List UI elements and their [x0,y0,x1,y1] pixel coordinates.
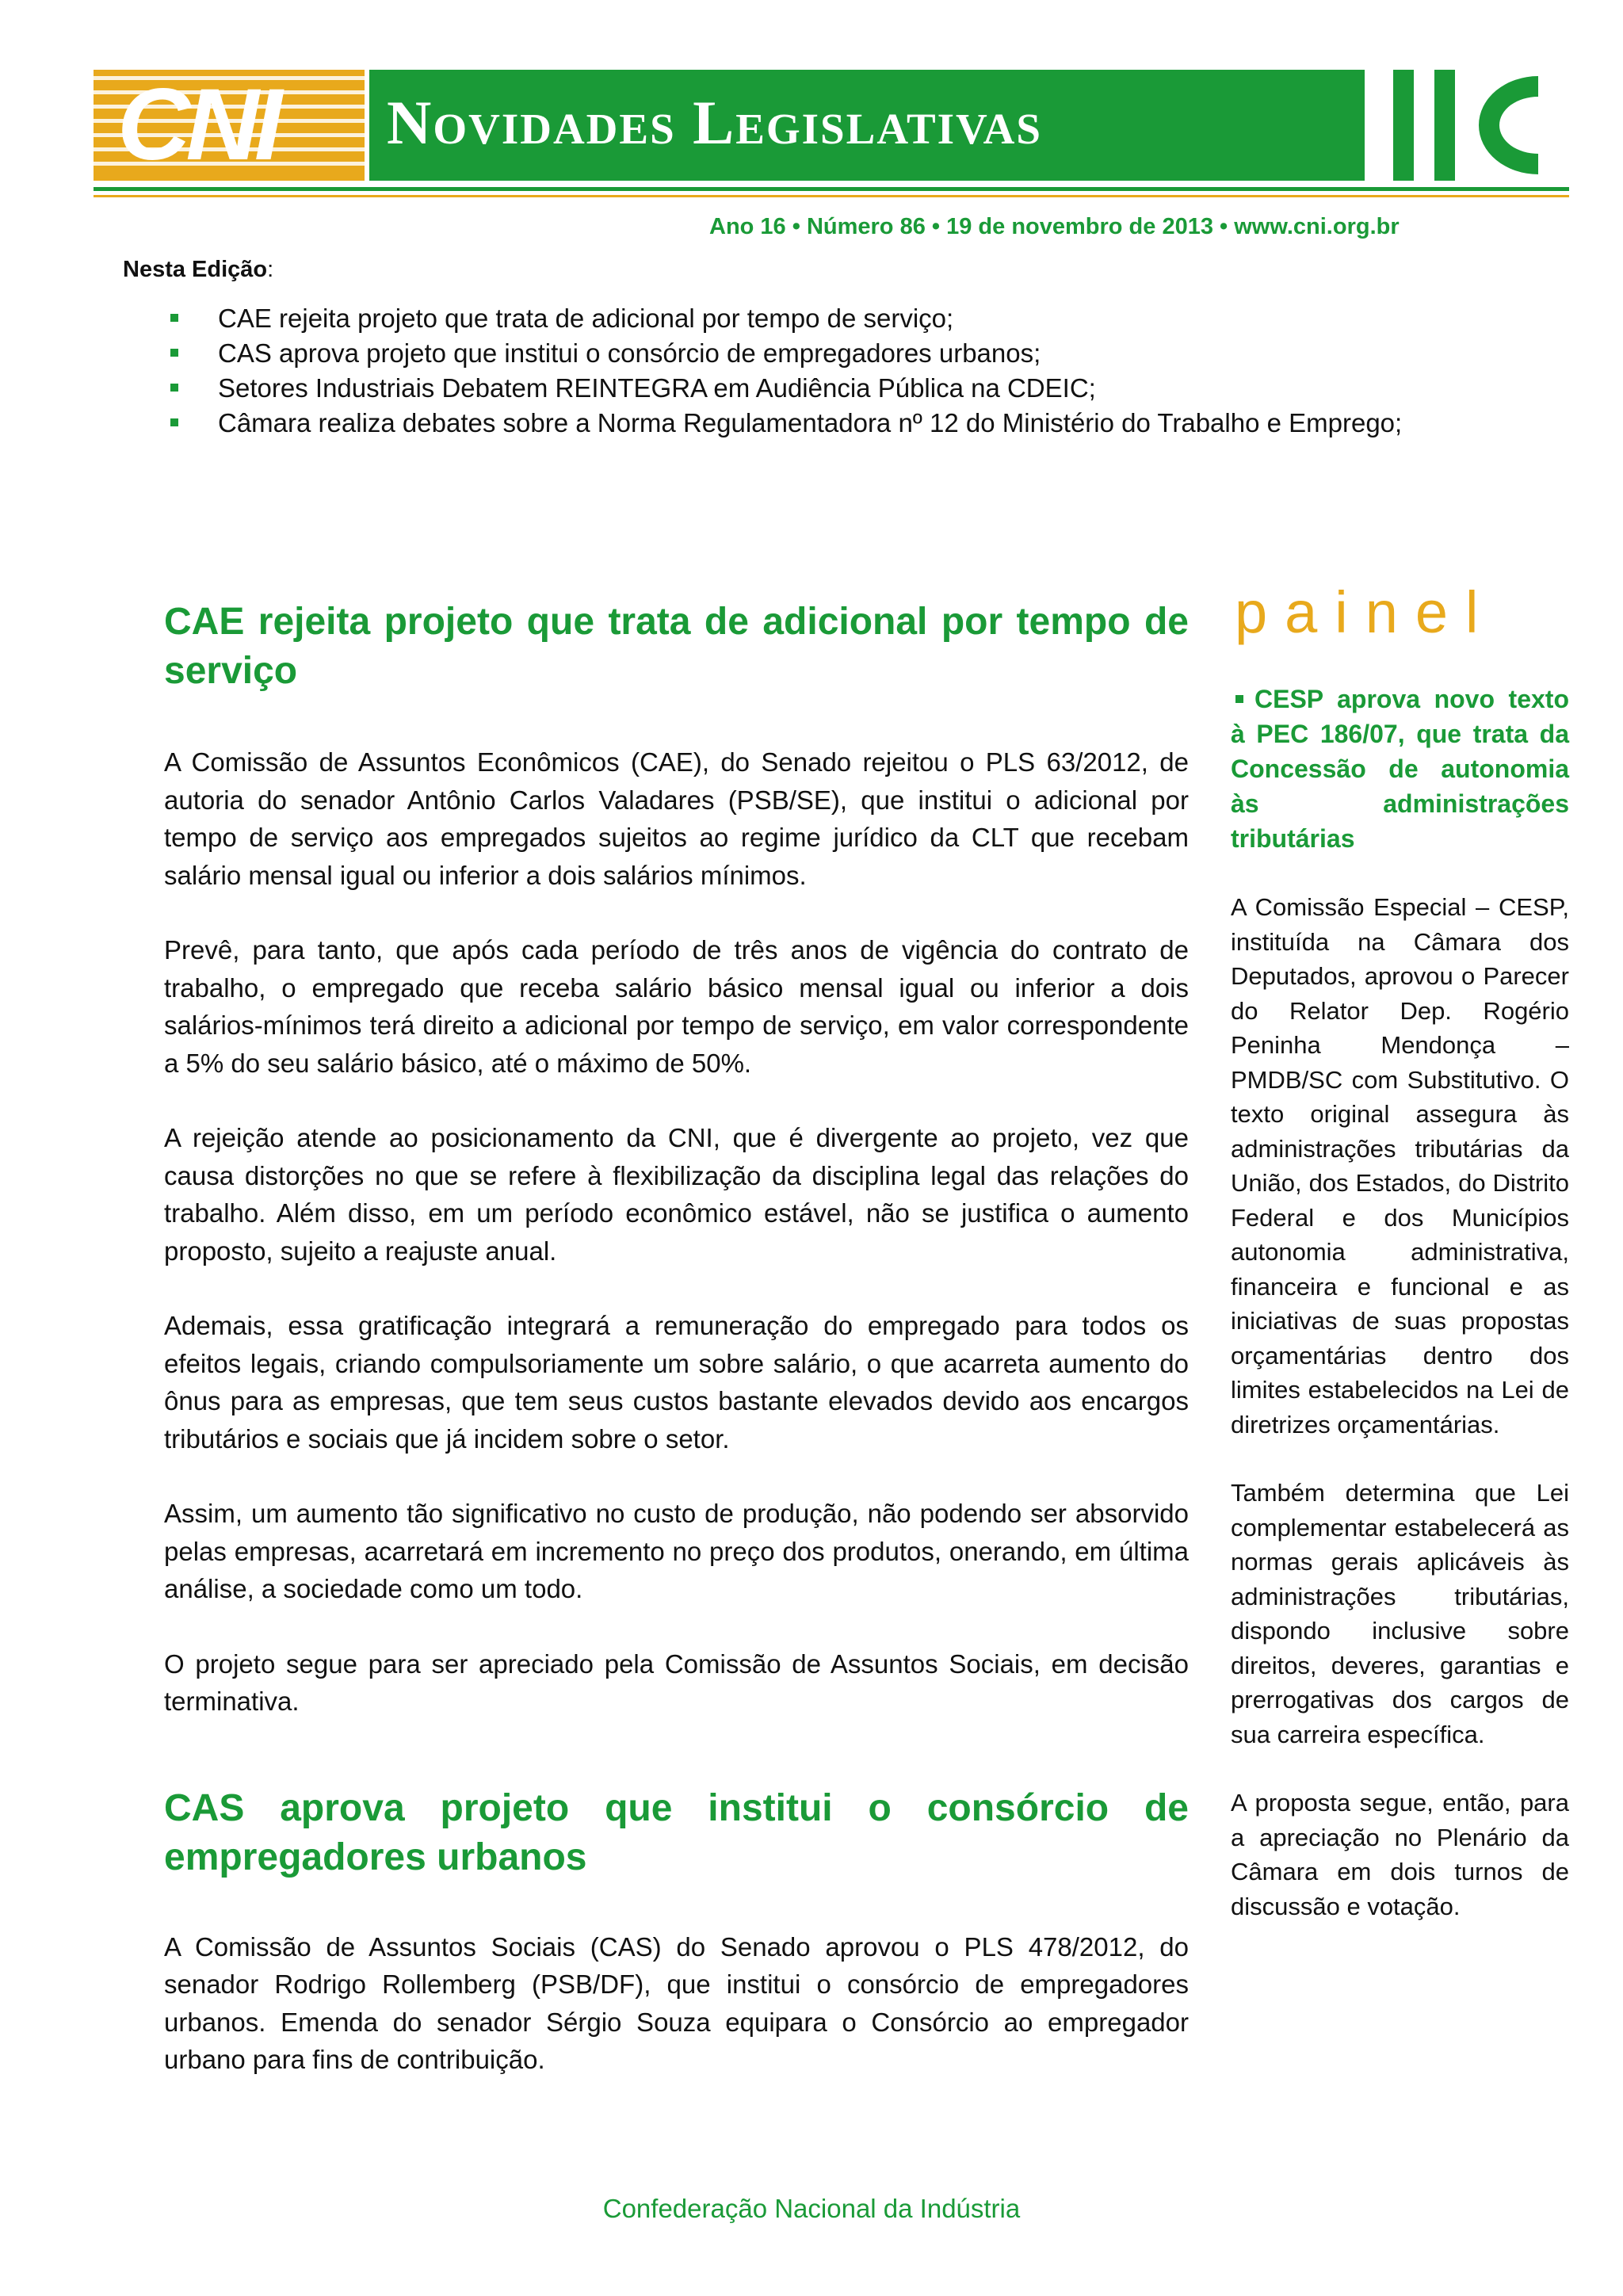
article-paragraph: Assim, um aumento tão significativo no custo de produção, não podendo ser absorvido pelas empresas, acarretará em incremento no preço dos produtos, onerando, em última análise, a sociedade como um todo. [164,1499,1189,1603]
masthead [94,70,1569,204]
decor-bar [1434,70,1455,181]
article-paragraph: A Comissão de Assuntos Econômicos (CAE), do Senado rejeitou o PLS 63/2012, de autoria do senador Antônio Carlos Valadares (PSB/SE), que institui o adicional por tempo de serviço aos empregados sujeitos ao regime jurídico da CLT que recebam salário mensal igual ou inferior a dois salários mínimos. [164,747,1189,890]
cni-logo-block [94,70,365,181]
issue-line: Ano 16 • Número 86 • 19 de novembro de 2013 • www.cni.org.br [709,214,1400,239]
bullet-icon [1235,695,1243,703]
article-paragraph: Ademais, essa gratificação integrará a remuneração do empregado para todos os efeitos legais, criando compulsoriamente um sobre salário, o que acarreta aumento do ônus para as empresas, que tem seus custos bastante elevados devido aos encargos tributários e sociais que já incidem sobre o setor. [164,1311,1189,1454]
contents-item[interactable]: Câmara realiza debates sobre a Norma Regulamentadora nº 12 do Ministério do Trabalho e Emprego; [170,406,1402,441]
article-headline: CAE rejeita projeto que trata de adicional por tempo de serviço [164,601,1189,692]
panel-paragraph: Também determina que Lei complementar estabelecerá as normas gerais aplicáveis às administrações tributárias, dispondo inclusive sobre direitos, deveres, garantias e prerrogativas dos cargos de sua carreira específica. [1231,1479,1569,1748]
article-headline: CAS aprova projeto que institui o consórcio de empregadores urbanos [164,1786,1189,1878]
main-column [164,598,1189,2079]
panel-paragraph: A Comissão Especial – CESP, instituída na Câmara dos Deputados, aprovou o Parecer do Relator Dep. Rogério Peninha Mendonça – PMDB/SC com Substitutivo. O texto original assegura às administrações tributárias da União, dos Estados, do Distrito Federal e dos Municípios autonomia administrativa, financeira e funcional e as iniciativas de suas propostas orçamentárias dentro dos limites estabelecidos na Lei de diretrizes orçamentárias. [1231,893,1569,1438]
article-paragraph: O projeto segue para ser apreciado pela Comissão de Assuntos Sociais, em decisão terminativa. [164,1648,1189,1716]
contents-label: Nesta Edição: [123,257,274,282]
contents-item[interactable]: Setores Industriais Debatem REINTEGRA em Audiência Pública na CDEIC; [170,371,1402,406]
decor-bar [1393,70,1414,181]
cni-logo: CNI [117,70,278,181]
divider [94,187,1569,191]
article-paragraph: A Comissão de Assuntos Sociais (CAS) do Senado aprovou o PLS 478/2012, do senador Rodrigo Rollemberg (PSB/DF), que institui o consórcio de empregadores urbanos. Emenda do senador Sérgio Souza equipara o Consórcio ao empregador urbano para fins de contribuição. [164,1931,1189,2074]
panel-headline: CESP aprova novo texto à PEC 186/07, que trata da Concessão de autonomia às administrações tributárias [1231,685,1569,853]
newsletter-title: Novidades Legislativas [387,88,1042,157]
article-paragraph: Prevê, para tanto, que após cada período de três anos de vigência do contrato de trabalho, o empregado que receba salário básico mensal igual ou inferior a dois salários-mínimos terá direito a adicional por tempo de serviço, em valor correspondente a 5% do seu salário básico, até o máximo de 50%. [164,935,1189,1078]
footer: Confederação Nacional da Indústria [602,2194,1021,2223]
article-paragraph: A rejeição atende ao posicionamento da CNI, que é divergente ao projeto, vez que causa distorções no que se refere à flexibilização da disciplina legal das relações do trabalho. Além disso, em um período econômico estável, não se justifica o aumento proposto, sujeito a reajuste anual. [164,1123,1189,1266]
title-banner [369,70,1365,181]
bullet-icon [170,384,178,392]
divider [94,195,1569,197]
panel-title: painel [1235,579,1496,645]
side-panel [1231,682,1569,1924]
decor-arc [1479,76,1598,174]
bullet-icon [170,349,178,357]
bullet-icon [170,418,178,426]
contents-list [170,301,1402,441]
bullet-icon [170,314,178,322]
panel-paragraph: A proposta segue, então, para a apreciação no Plenário da Câmara em dois turnos de discussão e votação. [1231,1789,1569,1920]
contents-item[interactable]: CAE rejeita projeto que trata de adicional por tempo de serviço; [170,301,1402,336]
contents-item[interactable]: CAS aprova projeto que institui o consórcio de empregadores urbanos; [170,336,1402,371]
